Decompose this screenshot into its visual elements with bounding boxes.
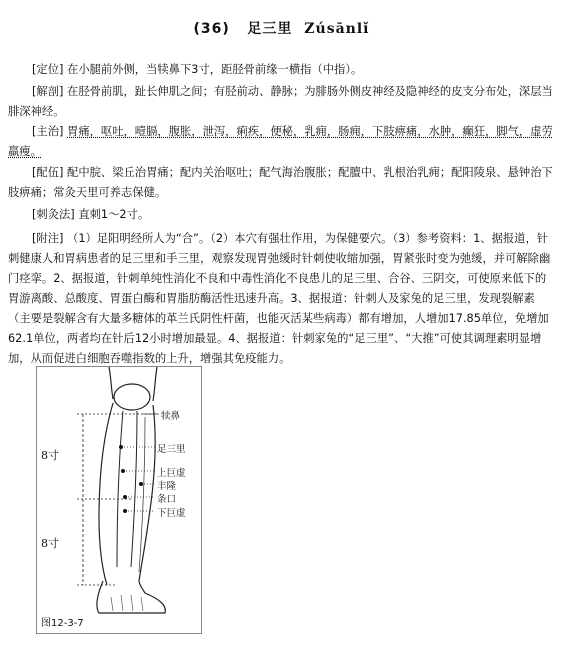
title-number: (36) xyxy=(193,21,230,37)
section-key: [解剖] xyxy=(32,85,64,98)
acupoint-label-dubi: 犊鼻 xyxy=(161,411,181,422)
acupoint-label-fenglong: 丰隆 xyxy=(157,481,177,492)
acupoint-label-xiajuxu: 下巨虚 xyxy=(157,508,186,519)
acupoint-label-tiaokou: 条口 xyxy=(157,494,177,505)
section-indications xyxy=(8,122,556,162)
section-method xyxy=(8,205,556,225)
section-text: 直刺1～2寸。 xyxy=(78,208,150,221)
leg-acupoint-figure xyxy=(36,366,202,634)
title-pinyin: Zúsānlǐ xyxy=(304,21,370,37)
section-key: [附注] xyxy=(32,232,64,245)
section-text: 在小腿前外侧，当犊鼻下3寸，距胫骨前缘一横指（中指）。 xyxy=(67,63,363,76)
section-text: 配中脘、梁丘治胃痛；配内关治呕吐；配气海治腹胀；配膻中、乳根治乳痈；配阳陵泉、悬钟治下肢痹痛；常灸天里可养志保健。 xyxy=(8,166,553,199)
section-key: [刺灸法] xyxy=(32,208,75,221)
title-name: 足三里 xyxy=(247,21,293,37)
section-combination xyxy=(8,163,556,203)
acupoint-label-shangjuxu: 上巨虚 xyxy=(157,468,186,479)
section-text: （1）足阳明经所人为“合”。（2）本穴有强壮作用，为保健要穴。（3）参考资料：1、据报道，针刺健康人和胃病患者的足三里和手三里，观察发现胃弛缓时针刺使收缩加强，胃紧张时变为弛缓，并可解除幽门痉挛。2、据报道，针刺单纯性消化不良和中毒性消化不良患儿的足三里、合谷、三阴交，可使原来低下的胃游离酸、总酸度、胃蛋白酶和胃脂肪酶活性迅速升高。3、据报道：针刺人及家兔的足三里，发现裂解素（主要是裂解含有大量多糖体的革兰氏阴性杆菌，也能灭活某些病毒）都有增加，人增加17.85单位，免增加62.1单位，两者均在针后12小时增加最显。4、据报道：针刺家兔的“足三里”、“大推”可使其调理素明显增加，从而促进白细胞吞噬指数的上升，增强其免疫能力。 xyxy=(8,232,551,365)
section-anatomy xyxy=(8,82,556,122)
section-key: [配伍] xyxy=(32,166,64,179)
section-location xyxy=(8,60,556,80)
page-title xyxy=(0,18,563,38)
dimension-label-upper: 8寸 xyxy=(41,449,59,462)
section-notes xyxy=(8,229,556,369)
section-key: [主治] xyxy=(32,125,64,138)
figure-caption: 图12-3-7 xyxy=(41,618,84,629)
section-text: 胃痛，呕吐，噎膈，腹胀，泄泻，痢疾，便秘，乳痈，肠痈，下肢痹痛，水肿，癫狂，脚气，虚劳羸瘦。 xyxy=(8,125,553,158)
section-key: [定位] xyxy=(32,63,64,76)
section-text: 在胫骨前肌，趾长伸肌之间；有胫前动、静脉；为腓肠外侧皮神经及隐神经的皮支分布处，深层当腓深神经。 xyxy=(8,85,553,118)
acupoint-label-zusanli: 足三里 xyxy=(157,444,186,455)
dimension-label-lower: 8寸 xyxy=(41,537,59,550)
